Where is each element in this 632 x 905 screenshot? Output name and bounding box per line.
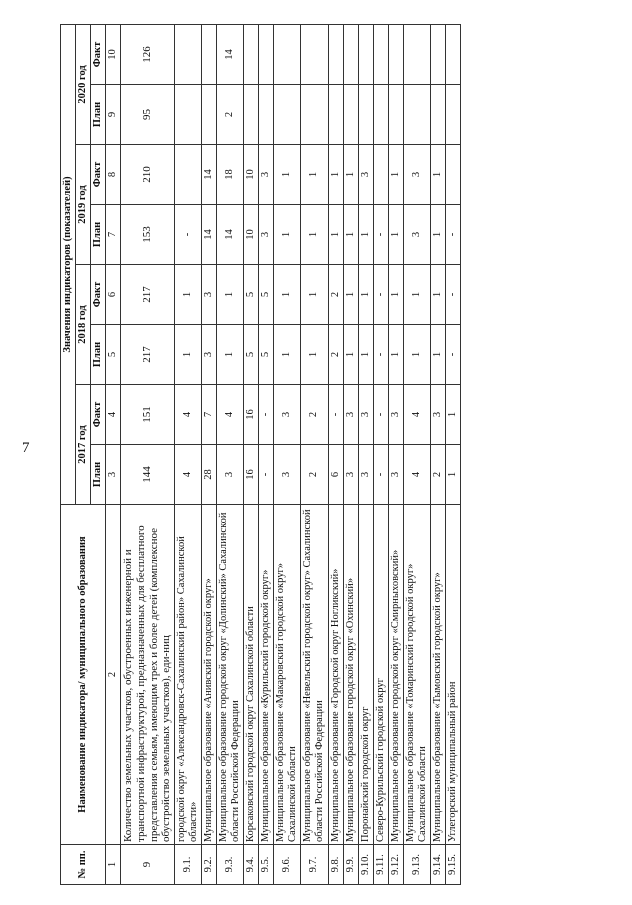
row-value: 1 [430, 325, 445, 385]
indicators-table [60, 24, 461, 885]
row-value: 1 [388, 205, 403, 265]
row-value [403, 24, 430, 84]
table-row [217, 24, 244, 884]
row-value [244, 24, 259, 84]
row-value: 4 [174, 445, 201, 505]
col-index: 10 [106, 24, 121, 84]
row-value: 1 [358, 265, 373, 325]
table-row [388, 24, 403, 884]
row-value: 3 [358, 385, 373, 445]
row-value: 6 [328, 445, 343, 505]
row-value: 2 [430, 445, 445, 505]
table-row [403, 24, 430, 884]
row-number: 9.4. [244, 845, 259, 885]
table-row [174, 24, 201, 884]
row-value: 4 [403, 385, 430, 445]
row-value: 1 [343, 205, 358, 265]
table-row [121, 24, 175, 884]
row-value [274, 85, 301, 145]
row-value [430, 85, 445, 145]
row-value: 14 [217, 205, 244, 265]
row-value: 3 [403, 205, 430, 265]
row-value: - [446, 265, 461, 325]
row-number: 9.3. [217, 845, 244, 885]
row-value [430, 24, 445, 84]
row-value [373, 145, 388, 205]
row-value [201, 85, 216, 145]
row-name: Муниципальное образование городской округ «Долинский» Сахалинской области Российской Федерации [217, 505, 244, 845]
row-value: - [373, 325, 388, 385]
row-value: 1 [217, 265, 244, 325]
row-value: 3 [274, 385, 301, 445]
col-index: 2 [106, 505, 121, 845]
row-value: 3 [343, 445, 358, 505]
row-number: 9.15. [446, 845, 461, 885]
col-index: 9 [106, 85, 121, 145]
row-value: 3 [388, 385, 403, 445]
row-value: 1 [343, 145, 358, 205]
row-value: 1 [301, 145, 328, 205]
row-value: 2 [328, 265, 343, 325]
row-value: - [328, 385, 343, 445]
row-name: городской округ «Александровск-Сахалинский район» Сахалинской области» [174, 505, 201, 845]
col-index: 4 [106, 385, 121, 445]
row-value: 151 [121, 385, 175, 445]
row-value: 10 [244, 145, 259, 205]
row-number: 9.2. [201, 845, 216, 885]
row-value: 1 [343, 325, 358, 385]
row-value: 1 [430, 145, 445, 205]
row-value: 1 [358, 205, 373, 265]
row-name: Муниципальное образование городской округ «Охинский» [343, 505, 358, 845]
row-name: Муниципальное образование городской округ «Смирныховский» [388, 505, 403, 845]
row-value: 1 [174, 265, 201, 325]
row-value [373, 24, 388, 84]
row-value: 210 [121, 145, 175, 205]
row-number: 9.6. [274, 845, 301, 885]
header-fact: Факт [91, 385, 106, 445]
row-value: 1 [301, 325, 328, 385]
row-value: 4 [217, 385, 244, 445]
table-row [244, 24, 259, 884]
row-value: 1 [274, 205, 301, 265]
header-plan: План [91, 85, 106, 145]
row-value: 1 [274, 265, 301, 325]
row-number: 9.11. [373, 845, 388, 885]
table-row [343, 24, 358, 884]
row-value: 3 [217, 445, 244, 505]
row-value [328, 24, 343, 84]
row-value: 3 [343, 385, 358, 445]
row-value: 14 [201, 145, 216, 205]
row-name: Углегорский муниципальный район [446, 505, 461, 845]
row-value: 1 [174, 325, 201, 385]
col-index: 3 [106, 445, 121, 505]
row-value: 1 [430, 205, 445, 265]
row-value [244, 85, 259, 145]
row-value: 1 [343, 265, 358, 325]
row-value: 126 [121, 24, 175, 84]
row-name: Поронайский городской округ [358, 505, 373, 845]
col-index: 5 [106, 325, 121, 385]
row-value [403, 85, 430, 145]
row-value: 3 [201, 325, 216, 385]
table-row [201, 24, 216, 884]
row-number: 9.5. [259, 845, 274, 885]
header-year-2020: 2020 год [76, 24, 91, 144]
table-row [301, 24, 328, 884]
row-value [358, 24, 373, 84]
row-value: 3 [388, 445, 403, 505]
row-value: 217 [121, 325, 175, 385]
row-value: 3 [430, 385, 445, 445]
row-name: Муниципальное образование «Макаровский городской округ» Сахалинской области [274, 505, 301, 845]
row-value: 2 [328, 325, 343, 385]
row-value: 18 [217, 145, 244, 205]
row-value: 5 [259, 265, 274, 325]
col-index: 6 [106, 265, 121, 325]
row-value: - [373, 205, 388, 265]
row-value [343, 85, 358, 145]
row-value: 7 [201, 385, 216, 445]
row-number: 9.14. [430, 845, 445, 885]
row-value [259, 24, 274, 84]
row-value [343, 24, 358, 84]
row-value: - [446, 325, 461, 385]
row-value: 3 [358, 145, 373, 205]
row-value [388, 85, 403, 145]
row-value [328, 85, 343, 145]
row-value: 3 [259, 145, 274, 205]
header-plan: План [91, 325, 106, 385]
row-value [259, 85, 274, 145]
table-row [328, 24, 343, 884]
header-year-2019: 2019 год [76, 145, 91, 265]
row-value: 1 [446, 385, 461, 445]
table-row [446, 24, 461, 884]
row-value: 3 [259, 205, 274, 265]
col-index: 7 [106, 205, 121, 265]
row-value: 3 [403, 145, 430, 205]
row-value: 10 [244, 205, 259, 265]
row-value: 1 [274, 325, 301, 385]
row-number: 9.7. [301, 845, 328, 885]
row-value: 1 [446, 445, 461, 505]
row-value: 1 [403, 325, 430, 385]
row-value: 14 [217, 24, 244, 84]
col-index: 1 [106, 845, 121, 885]
row-value: 1 [358, 325, 373, 385]
row-value [446, 85, 461, 145]
row-name: Количество земельных участков, обустроенных инженерной и транспортной инфраструктурой, предназначенных для бесплатного представления семьям, имеющим трех и более детей (комплексное обустройство земельных участков), еди-ниц [121, 505, 175, 845]
row-value [301, 24, 328, 84]
row-name: Северо-Курильский городской округ [373, 505, 388, 845]
row-value: 14 [201, 205, 216, 265]
col-index: 8 [106, 145, 121, 205]
row-value [301, 85, 328, 145]
row-value: - [373, 265, 388, 325]
row-value: - [373, 385, 388, 445]
table-row [430, 24, 445, 884]
header-fact: Факт [91, 145, 106, 205]
row-name: Муниципальное образование «Курильский городской округ» [259, 505, 274, 845]
row-name: Корсаковский городской округ Сахалинской области [244, 505, 259, 845]
row-name: Муниципальное образование «Невельский городской округ» Сахалинской области Российской Федерации [301, 505, 328, 845]
header-name: Наименование индикатора/ муниципального образования [61, 505, 106, 845]
row-value: 1 [430, 265, 445, 325]
row-value: 1 [328, 145, 343, 205]
row-value [201, 24, 216, 84]
row-name: Муниципальное образование «Томаринский городской округ» Сахалинской области [403, 505, 430, 845]
table-row [358, 24, 373, 884]
row-value: 153 [121, 205, 175, 265]
row-value: 1 [328, 205, 343, 265]
table-body [121, 24, 461, 884]
row-name: Муниципальное образование «Анивский городской округ» [201, 505, 216, 845]
header-plan: План [91, 445, 106, 505]
row-value: 1 [388, 145, 403, 205]
row-value: 5 [244, 325, 259, 385]
row-value: - [373, 445, 388, 505]
row-value [446, 24, 461, 84]
row-value: 1 [217, 325, 244, 385]
row-number: 9.1. [174, 845, 201, 885]
header-values: Значения индикаторов (показателей) [61, 24, 76, 504]
row-value [446, 145, 461, 205]
row-number: 9.9. [343, 845, 358, 885]
row-value: 1 [388, 325, 403, 385]
row-value: 2 [217, 85, 244, 145]
header-plan: План [91, 205, 106, 265]
row-value [274, 24, 301, 84]
table-row [259, 24, 274, 884]
page-number: 7 [22, 440, 30, 456]
row-value: 3 [201, 265, 216, 325]
row-value [373, 85, 388, 145]
header-fact: Факт [91, 24, 106, 84]
row-name: Муниципальное образование «Городской округ Ногликский» [328, 505, 343, 845]
row-value: 144 [121, 445, 175, 505]
row-value: 95 [121, 85, 175, 145]
row-value: 2 [301, 445, 328, 505]
row-value: 3 [274, 445, 301, 505]
row-value [358, 85, 373, 145]
rotated-table-container [60, 25, 620, 885]
row-value [174, 85, 201, 145]
header-year-2017: 2017 год [76, 385, 91, 505]
row-value: 1 [388, 265, 403, 325]
row-value: 1 [301, 265, 328, 325]
header-fact: Факт [91, 265, 106, 325]
row-value: - [259, 385, 274, 445]
row-value: 5 [244, 265, 259, 325]
header-year-2018: 2018 год [76, 265, 91, 385]
table-row [274, 24, 301, 884]
row-number: 9.8. [328, 845, 343, 885]
row-value: - [446, 205, 461, 265]
row-value: 217 [121, 265, 175, 325]
row-value: 2 [301, 385, 328, 445]
row-value [174, 145, 201, 205]
row-value: - [174, 205, 201, 265]
row-value: - [259, 445, 274, 505]
row-value: 1 [274, 145, 301, 205]
row-value: 16 [244, 445, 259, 505]
header-num: № пп. [61, 845, 106, 885]
row-value: 5 [259, 325, 274, 385]
row-number: 9.12. [388, 845, 403, 885]
row-value: 4 [403, 445, 430, 505]
table-row [373, 24, 388, 884]
row-value: 28 [201, 445, 216, 505]
row-value: 1 [403, 265, 430, 325]
row-number: 9 [121, 845, 175, 885]
row-value: 3 [358, 445, 373, 505]
row-value: 4 [174, 385, 201, 445]
row-value: 16 [244, 385, 259, 445]
row-number: 9.13. [403, 845, 430, 885]
row-value: 1 [301, 205, 328, 265]
row-name: Муниципальное образование «Тымовский городской округ» [430, 505, 445, 845]
row-number: 9.10. [358, 845, 373, 885]
row-value [388, 24, 403, 84]
row-value [174, 24, 201, 84]
